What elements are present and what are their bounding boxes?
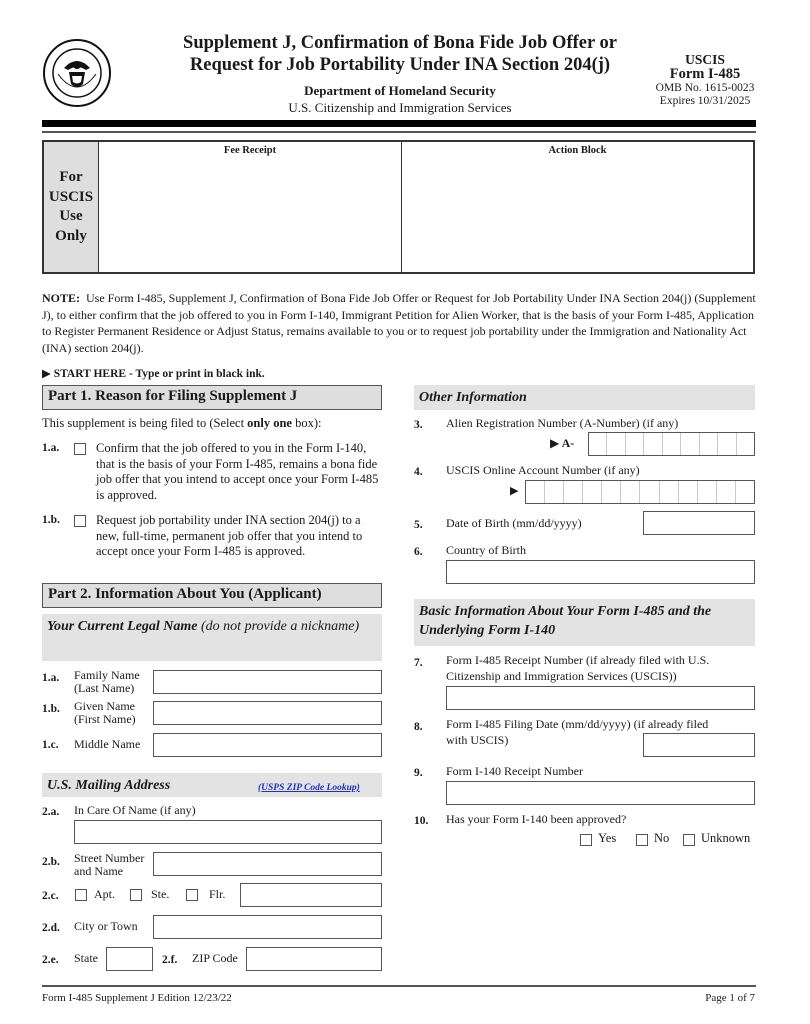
i485-receipt-input[interactable] [446,686,755,710]
item-number: 8. [414,721,423,733]
apt-label: Apt. [94,887,115,901]
header-rule-thick [42,120,756,127]
uscis-use-only-block [42,140,755,274]
character-cell[interactable] [718,433,736,455]
footer-rule [42,985,756,987]
fee-receipt-area [99,142,402,272]
action-block-area [402,142,753,272]
apt-checkbox[interactable] [75,889,87,901]
city-label: City or Town [74,919,138,933]
basic-info-heading: Basic Information About Your Form I-485 and the [419,604,712,619]
basic-info-header [414,599,755,646]
character-cell[interactable] [736,481,754,503]
character-cell[interactable] [564,481,583,503]
i140-receipt-input[interactable] [446,781,755,805]
agency-short: USCIS [685,52,725,67]
flr-label: Flr. [209,887,226,901]
a-number-label: Alien Registration Number (A-Number) (if any) [446,416,679,430]
a-number-input[interactable] [588,432,755,456]
uscis-use-only-label [44,142,99,272]
page-number: Page 1 of 7 [705,992,755,1004]
label-line: Form I-485 Filing Date (mm/dd/yyyy) (if already filed [446,717,709,731]
family-name-label [74,669,140,695]
character-cell[interactable] [626,433,644,455]
middle-name-label: Middle Name [74,737,141,751]
intro-emphasis: only one [247,416,292,430]
label-line: Street Number [74,851,145,865]
item-number: 1.c. [42,739,59,751]
city-input[interactable] [153,915,382,939]
part1-title: Part 1. Reason for Filing Supplement J [48,388,298,404]
part1-header [42,385,382,410]
department-block [220,82,580,116]
form-number: Form I-485 [669,66,741,82]
item-number: 2.b. [42,856,60,868]
character-cell[interactable] [583,481,602,503]
form-identifier [640,52,770,108]
label-line: with USCIS) [446,732,509,747]
side-label-line: Use [59,208,83,224]
zip-input[interactable] [246,947,382,971]
item-number: 2.c. [42,890,59,902]
country-label: Country of Birth [446,543,526,557]
label-line: Form I-485 Receipt Number (if already filed with U.S. [446,653,710,667]
intro-text: box): [291,416,322,430]
side-label-line: USCIS [48,188,94,205]
a-number-prefix: ▶ A- [550,436,575,450]
online-account-arrow-icon: ▶ [510,485,519,497]
item-number: 4. [414,466,423,478]
state-label: State [74,951,98,965]
ste-checkbox[interactable] [130,889,142,901]
department-name: Department of Homeland Security [304,83,496,98]
i485-receipt-label [446,653,709,684]
given-name-input[interactable] [153,701,382,725]
usps-zip-lookup-link[interactable]: (USPS ZIP Code Lookup) [258,783,360,793]
character-cell[interactable] [679,481,698,503]
action-block-label: Action Block [548,145,607,156]
character-cell[interactable] [607,433,625,455]
approved-no-label: No [654,831,670,845]
part2-title: Part 2. Information About You (Applicant) [48,586,322,602]
character-cell[interactable] [602,481,621,503]
mailing-address-header [42,773,382,797]
agency-name: U.S. Citizenship and Immigration Services [288,100,512,115]
item-number: 6. [414,546,423,558]
in-care-of-input[interactable] [74,820,382,844]
other-info-heading: Other Information [419,390,527,405]
middle-name-input[interactable] [153,733,382,757]
option-text: Confirm that the job offered to you in the Form I-140, that is the basis of your Form I-485, remains a bona fide job offer that you intend to accept once your Form I-485 is approved. [96,441,379,502]
form-title-line2: Request for Job Portability Under INA Section 204(j) [189,55,611,75]
character-cell[interactable] [663,433,681,455]
family-name-input[interactable] [153,670,382,694]
item-number: 2.a. [42,806,60,818]
in-care-of-label: In Care Of Name (if any) [74,803,196,817]
character-cell[interactable] [698,481,717,503]
label-line: (First Name) [74,712,136,726]
part2-header [42,583,382,608]
note-paragraph [42,290,758,356]
street-input[interactable] [153,852,382,876]
approved-no-checkbox[interactable] [636,834,648,846]
start-here-instruction: ▶ START HERE - Type or print in black ink. [42,368,265,380]
reason-confirm-checkbox[interactable] [74,443,86,455]
character-cell[interactable] [644,433,662,455]
character-cell[interactable] [737,433,754,455]
approved-unknown-label: Unknown [701,831,751,845]
dob-label: Date of Birth (mm/dd/yyyy) [446,516,582,530]
item-number: 10. [414,815,429,827]
basic-info-heading: Underlying Form I-140 [419,623,556,638]
label-line: Citizenship and Immigration Services (USCIS)) [446,668,677,683]
item-number: 9. [414,767,423,779]
filing-date-input[interactable] [643,733,755,757]
label-line: Given Name [74,699,135,713]
footer-edition: Form I-485 Supplement J Edition 12/23/22 [42,992,232,1004]
omb-number: OMB No. 1615-0023 [655,82,755,94]
header-rule-thin [42,131,756,133]
item-number: 3. [414,419,423,431]
ste-label: Ste. [151,887,170,901]
street-label [74,852,144,878]
dhs-seal-icon [42,38,112,108]
side-label-line: For [59,169,83,185]
form-title [150,32,650,76]
character-cell[interactable] [526,481,545,503]
item-number: 5. [414,519,423,531]
character-cell[interactable] [545,481,564,503]
legal-name-note: (do not provide a nickname) [197,619,360,634]
character-cell[interactable] [717,481,736,503]
item-number: 2.d. [42,922,60,934]
note-text: Use Form I-485, Supplement J, Confirmation of Bona Fide Job Offer or Request for Job Portability Under INA Section 204(j) (Supplement J), to either confirm that the job offered to you in Form I-140, Immigrant Petition for Alien Worker, that is the basis of your Form I-485, Application to Register Permanent Residence or Adjust Status, remains available to you or to request job portability under the Immigration and Nationality Act (INA) section 204(j). [42,291,756,355]
item-number: 7. [414,657,423,669]
intro-text: This supplement is being filed to (Select [42,416,248,430]
approved-yes-label: Yes [598,831,617,845]
note-label: NOTE: [42,291,81,305]
item-number: 1.b. [42,514,60,526]
label-line: and Name [74,864,123,878]
given-name-label [74,700,136,726]
legal-name-header [42,614,382,661]
form-title-line1: Supplement J, Confirmation of Bona Fide Job Offer or [183,33,617,53]
i140-receipt-label: Form I-140 Receipt Number [446,764,583,778]
option-text: Request job portability under INA section 204(j) to a new, full-time, permanent job offer that you intend to accept once your Form I-485 is approved. [96,513,363,558]
side-label-line: Only [55,227,87,244]
online-account-input[interactable] [525,480,755,504]
item-number: 2.e. [42,954,59,966]
item-number: 1.a. [42,442,60,454]
item-number: 2.f. [162,954,178,966]
item-number: 1.b. [42,703,60,715]
part1-intro [42,416,322,432]
country-input[interactable] [446,560,755,584]
character-cell[interactable] [640,481,659,503]
reason-portability-checkbox[interactable] [74,515,86,527]
fee-receipt-label: Fee Receipt [223,145,277,156]
zip-label: ZIP Code [192,951,238,965]
other-info-header [414,385,755,410]
expiration-date: Expires 10/31/2025 [659,95,751,107]
i140-approved-label: Has your Form I-140 been approved? [446,812,627,826]
character-cell[interactable] [700,433,718,455]
legal-name-heading: Your Current Legal Name [47,619,198,634]
unit-number-input[interactable] [240,883,382,907]
online-account-label: USCIS Online Account Number (if any) [446,463,640,477]
character-cell[interactable] [621,481,640,503]
mailing-address-heading: U.S. Mailing Address [47,778,171,793]
dob-input[interactable] [643,511,755,535]
label-line: (Last Name) [74,681,135,695]
state-input[interactable] [106,947,153,971]
character-cell[interactable] [589,433,607,455]
item-number: 1.a. [42,672,60,684]
character-cell[interactable] [681,433,699,455]
approved-yes-checkbox[interactable] [580,834,592,846]
label-line: Family Name [74,668,140,682]
character-cell[interactable] [660,481,679,503]
approved-unknown-checkbox[interactable] [683,834,695,846]
flr-checkbox[interactable] [186,889,198,901]
